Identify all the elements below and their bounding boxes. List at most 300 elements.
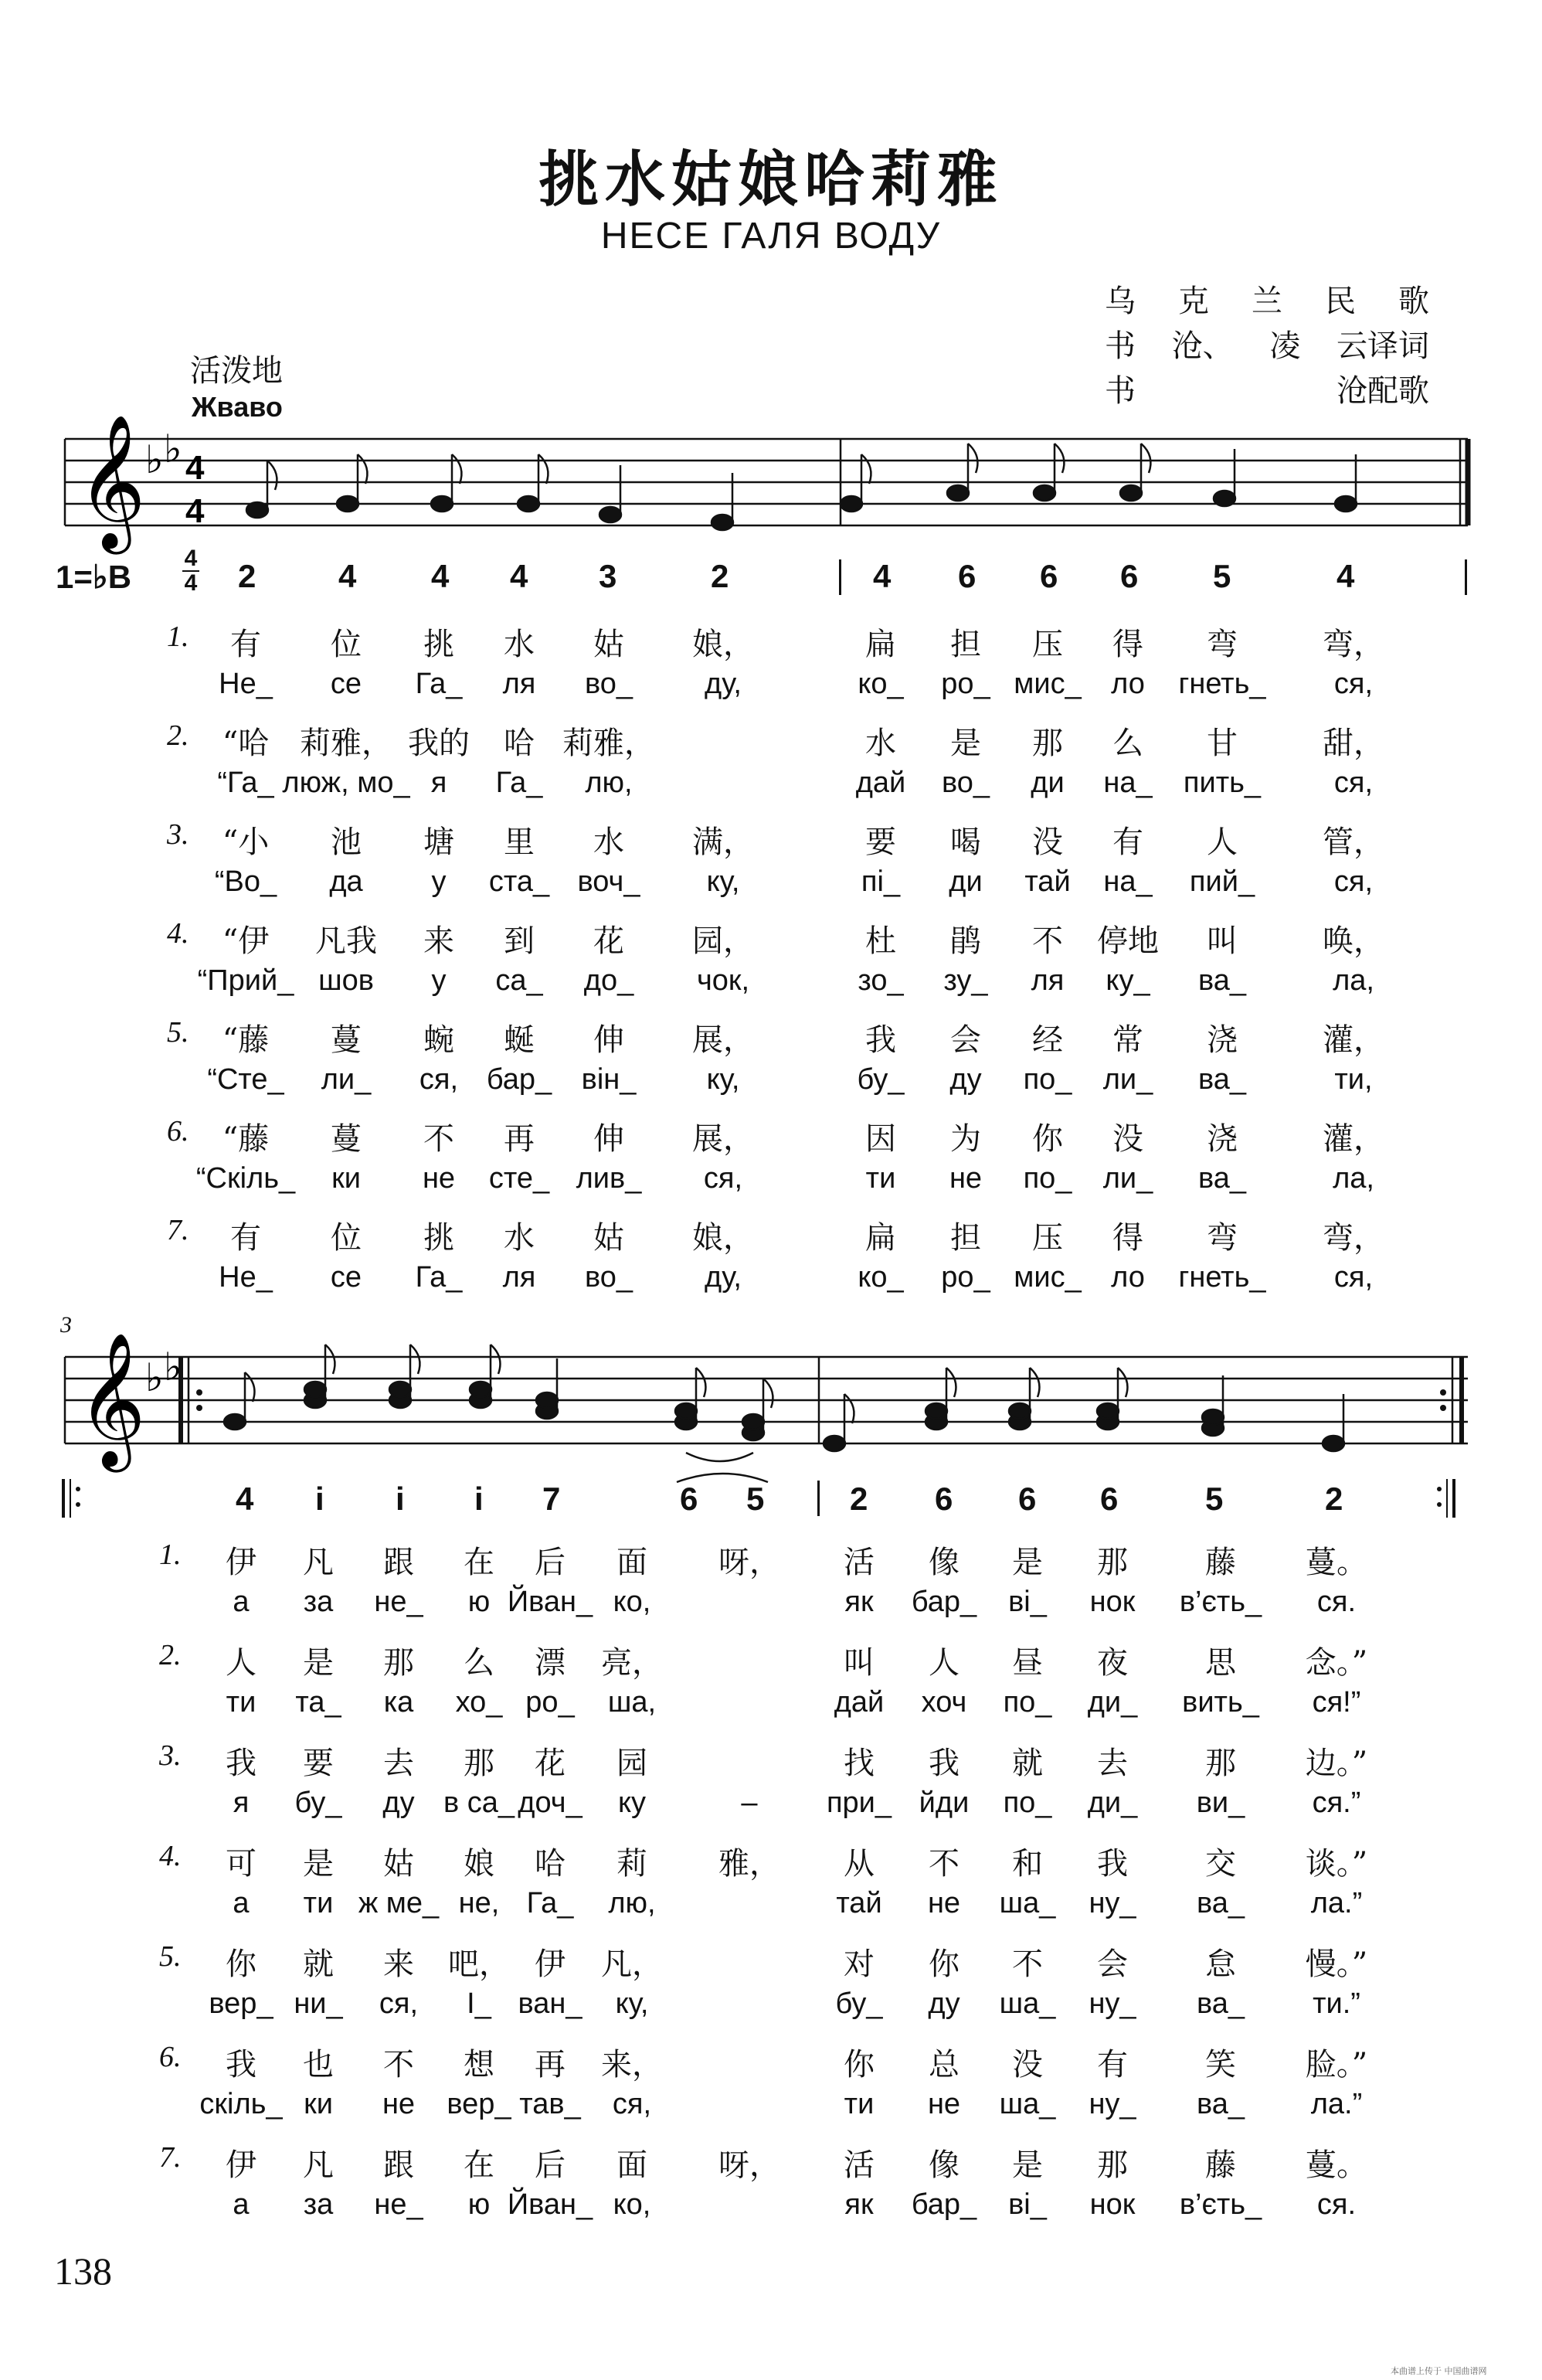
lyric-syllable: ро_ [941,668,990,700]
lyric-syllable: ся, [1333,865,1374,898]
notes-measure-4 [824,1368,1344,1451]
song-title-russian: НЕСЕ ГАЛЯ ВОДУ [600,216,942,257]
lyric-syllable: хо_ [455,1686,503,1719]
lyric-syllable: йди [919,1787,970,1819]
lyric-syllable: хоч [921,1686,967,1719]
lyric-syllable: ти [226,1686,256,1719]
treble-clef-icon: 𝄞 [77,414,146,549]
lyric-syllable: не [382,2088,416,2120]
lyric-line-cn [0,1638,1542,1681]
jianpu-note: 6 [1100,1481,1119,1517]
lyric-syllable: 去 [383,1746,414,1781]
credit-char: 书 [1105,328,1136,364]
lyric-syllable: 不 [423,1121,454,1157]
lyric-syllable: 你 [1032,1121,1063,1157]
credit-char: 凌 [1269,328,1301,364]
lyric-syllable: 你 [226,1946,256,1982]
lyric-syllable: бу_ [294,1787,342,1819]
lyric-syllable: лю, [585,767,633,799]
flat-icon: ♭ [145,437,164,482]
lyric-syllable: “伊 [222,923,270,959]
lyric-syllable: а [233,2188,250,2221]
lyric-syllable: 喝 [950,824,981,860]
repeat-start-barline [62,1479,65,1518]
lyric-syllable: 有 [1097,2047,1128,2082]
lyric-syllable: 挑 [423,627,454,662]
verse-number: 3. [167,818,189,851]
lyric-syllable: 那 [464,1746,494,1781]
lyric-syllable: ля [502,668,536,700]
lyric-syllable: ди [949,865,983,898]
lyric-syllable: мис_ [1014,668,1082,700]
lyric-syllable: бар_ [911,1586,977,1618]
lyric-syllable: Не_ [219,1261,273,1294]
lyric-line-cn [0,1114,1542,1158]
lyric-syllable: 再 [535,2047,566,2082]
lyric-syllable: 那 [1097,1545,1128,1580]
lyric-syllable: 塘 [423,824,454,860]
lyric-syllable: 鹃 [950,923,981,959]
lyric-syllable: 弯， [1323,1220,1384,1256]
lyric-syllable: 有 [230,1220,261,1256]
credit-char: 云译词 [1336,328,1429,364]
lyric-syllable: ю [467,1586,491,1618]
lyric-syllable: 总 [929,2047,960,2082]
lyric-syllable: 得 [1112,627,1143,662]
lyric-syllable: гнеть_ [1178,668,1266,700]
time-signature-top: 4 [185,449,205,487]
lyric-syllable: ся, [419,1063,459,1096]
lyric-syllable: ва_ [1197,1063,1247,1096]
lyric-syllable: вер_ [447,2088,511,2120]
lyric-syllable: тай [836,1887,882,1919]
lyric-line-cn [0,1940,1542,1983]
barline [1465,559,1467,595]
credit-char: 克 [1178,284,1209,319]
lyric-syllable: 雅， [718,1846,780,1882]
lyric-syllable: ко_ [858,1261,904,1294]
lyric-syllable: 到 [504,923,535,959]
lyric-syllable: 要 [303,1746,334,1781]
lyric-syllable: 姑 [593,627,624,662]
lyric-syllable: в’єть_ [1179,2188,1262,2221]
lyric-syllable: 人 [226,1645,256,1681]
song-title-chinese: 挑水姑娘哈莉雅 [538,144,1004,215]
lyric-line-cn [0,620,1542,663]
lyric-syllable: ду [949,1063,982,1096]
lyric-syllable: 我 [226,2047,256,2082]
lyric-syllable: 会 [1097,1946,1128,1982]
lyric-syllable: по_ [1003,1787,1052,1819]
lyric-syllable: 不 [1012,1946,1043,1982]
lyric-syllable: ку [617,1787,647,1819]
lyric-syllable: 不 [929,1846,960,1882]
lyric-syllable: 压 [1032,1220,1063,1256]
lyric-syllable: ся. [1316,2188,1357,2221]
lyric-syllable: 姑 [593,1220,624,1256]
lyric-line-cn [0,1213,1542,1256]
credit-line-3 [1105,366,1429,411]
lyric-syllable: 蔓。 [1306,1545,1367,1580]
lyric-syllable: в’єть_ [1179,1586,1262,1618]
credit-char: 书 [1105,373,1136,409]
lyric-syllable: ти [865,1162,896,1195]
lyric-syllable: ду [382,1787,415,1819]
jianpu-note: 5 [746,1481,765,1517]
lyric-syllable: 呀， [718,2147,780,2183]
lyric-line-ru [0,1686,1542,1729]
lyric-syllable: 漂 [535,1645,566,1681]
jianpu-note: 4 [1337,558,1355,594]
lyric-syllable: вер_ [209,1987,273,2020]
lyric-syllable: 活 [844,1545,875,1580]
lyric-syllable: 面 [616,2147,647,2183]
lyric-line-ru [0,964,1542,1008]
tempo-marking-russian: Жваво [192,391,283,423]
lyric-syllable: ва_ [1196,1987,1245,2020]
lyric-syllable: 么 [1112,726,1143,761]
jianpu-note: 5 [1205,1481,1224,1517]
lyric-syllable: ван_ [518,1987,582,2020]
lyric-syllable: 要 [865,824,896,860]
lyric-syllable: се [330,1261,362,1294]
lyric-syllable: 浇 [1207,1121,1238,1157]
lyric-syllable: а [233,1586,250,1618]
lyric-syllable: ко, [613,2188,651,2221]
lyric-syllable: 不 [1032,923,1063,959]
lyric-syllable: ко, [613,1586,651,1618]
lyric-syllable: бу_ [857,1063,905,1096]
lyric-syllable: ко_ [858,668,904,700]
lyric-syllable: лив_ [576,1162,642,1195]
lyric-syllable: ся.” [1312,1787,1361,1819]
lyric-syllable: ло [1111,668,1145,700]
lyric-syllable: пить_ [1183,767,1262,799]
lyric-syllable: 那 [1032,726,1063,761]
lyric-syllable: 么 [464,1645,494,1681]
flat-icon: ♭ [164,427,182,471]
lyric-line-cn [0,1739,1542,1782]
credit-line-1 [1105,277,1429,321]
lyric-syllable: 活 [844,2147,875,2183]
lyric-syllable: ві_ [1008,2188,1047,2221]
lyric-syllable: 昼 [1012,1645,1043,1681]
flat-icon: ♭ [164,1345,182,1389]
lyric-syllable: 那 [1097,2147,1128,2183]
lyric-line-ru [0,1787,1542,1830]
lyric-syllable: 我 [226,1746,256,1781]
credit-char: 乌 [1105,284,1136,319]
lyric-syllable: 杜 [865,923,896,959]
lyric-syllable: ти.” [1313,1987,1360,2020]
lyric-syllable: 就 [1012,1746,1043,1781]
time-signature-bottom: 4 [185,492,205,530]
lyric-syllable: ля [1031,964,1065,997]
lyric-syllable: ла.” [1310,2088,1363,2120]
lyric-syllable: 经 [1032,1022,1063,1058]
lyric-syllable: 园 [616,1746,647,1781]
lyric-syllable: 莉雅， [300,726,392,761]
credit-line-2 [1105,321,1429,366]
lyric-syllable: 花 [593,923,624,959]
lyric-syllable: ди_ [1087,1686,1138,1719]
lyric-syllable: не, [458,1887,500,1919]
lyric-syllable: 不 [383,2047,414,2082]
barline [817,1481,820,1516]
lyric-syllable: не [422,1162,456,1195]
lyric-syllable: 像 [929,1545,960,1580]
lyric-syllable: 凡 [303,2147,334,2183]
lyric-syllable: 再 [504,1121,535,1157]
lyric-syllable: 来 [383,1946,414,1982]
lyric-syllable: вить_ [1182,1686,1259,1719]
lyric-syllable: як [844,1586,874,1618]
lyric-syllable: 唤， [1323,923,1384,959]
lyric-syllable: люж, мо_ [282,767,410,799]
lyric-syllable: “小 [222,824,270,860]
lyric-syllable: 对 [844,1946,875,1982]
lyric-line-ru [0,1162,1542,1205]
lyric-syllable: 你 [929,1946,960,1982]
lyric-syllable: ся, [379,1987,419,2020]
verse-number: 6. [167,1115,189,1148]
verse-number: 7. [159,2141,182,2174]
lyric-syllable: у [431,865,447,898]
lyric-syllable: 藤 [1205,1545,1236,1580]
lyric-syllable: ну_ [1089,2088,1136,2120]
lyric-syllable: на_ [1103,865,1153,898]
lyric-syllable: ва_ [1196,2088,1245,2120]
lyric-syllable: 从 [844,1846,875,1882]
lyric-syllable: пі_ [861,865,901,898]
lyric-syllable: Га_ [415,1261,463,1294]
lyric-syllable: ся!” [1312,1686,1361,1719]
key-signature-label: 1=♭B [56,559,132,595]
lyric-syllable: 我 [1097,1846,1128,1882]
lyric-syllable: 花 [535,1746,566,1781]
lyric-syllable: ві_ [1008,1586,1047,1618]
lyric-syllable: “Прий_ [197,964,294,997]
lyric-syllable: 是 [1012,2147,1043,2183]
lyric-syllable: 蔓 [331,1022,362,1058]
measure-number: 3 [60,1312,72,1338]
jianpu-note-high: i [396,1481,405,1517]
jianpu-note: 2 [1325,1481,1343,1517]
lyric-syllable: 念。” [1305,1645,1368,1681]
lyric-syllable: ду, [705,668,742,700]
notes-measure-1 [246,454,733,530]
lyric-syllable: 交 [1205,1846,1236,1882]
jianpu-note: 7 [542,1481,561,1517]
staff-system-1 [0,414,1542,556]
lyric-syllable: 跟 [383,2147,414,2183]
verse-number: 6. [159,2041,182,2073]
lyric-syllable: 会 [950,1022,981,1058]
verse-number: 2. [167,719,189,752]
lyric-syllable: 是 [303,1645,334,1681]
lyric-syllable: 甜， [1323,726,1384,761]
lyric-syllable: 可 [226,1846,256,1882]
lyric-syllable: доч_ [518,1787,582,1819]
lyric-line-cn [0,818,1542,861]
lyric-line-ru [0,865,1542,909]
lyric-syllable: “Га_ [217,767,274,799]
jianpu-note-high: i [474,1481,484,1517]
lyric-syllable: 脸。” [1305,2047,1368,2082]
lyric-syllable: 哈 [535,1846,566,1882]
lyric-syllable: 压 [1032,627,1063,662]
lyric-syllable: 弯 [1207,627,1238,662]
lyric-syllable: не [927,1887,961,1919]
jianpu-note: 4 [338,558,357,594]
footer-watermark: 本曲谱上传于 中国曲谱网 [1391,2366,1487,2376]
lyric-syllable: по_ [1003,1686,1052,1719]
lyric-syllable: я [233,1787,250,1819]
lyric-syllable: 弯， [1323,627,1384,662]
lyric-syllable: ля [502,1261,536,1294]
lyric-syllable: чок, [696,964,750,997]
lyric-syllable: ва_ [1197,964,1247,997]
verse-number: 5. [167,1016,189,1049]
credit-char: 兰 [1252,284,1282,319]
lyric-syllable: 伊 [226,2147,256,2183]
lyric-syllable: за [303,2188,334,2221]
lyric-syllable: 叫 [844,1645,875,1681]
lyric-syllable: та_ [295,1686,341,1719]
lyric-syllable: 蜒 [504,1022,535,1058]
lyric-syllable: “哈 [222,726,270,761]
lyric-syllable: в са_ [443,1787,515,1819]
verse-number: 4. [159,1840,182,1872]
lyric-syllable: 管， [1323,824,1384,860]
page-number: 138 [54,2249,112,2293]
lyric-syllable: 没 [1112,1121,1143,1157]
lyric-syllable: 没 [1032,824,1063,860]
jianpu-note: 2 [238,558,256,594]
lyric-syllable: 怠 [1205,1946,1236,1982]
lyric-syllable: ша_ [999,1887,1056,1919]
lyric-syllable: 笑 [1205,2047,1236,2082]
lyric-syllable: 伸 [593,1022,624,1058]
jianpu-note-high: i [315,1481,324,1517]
lyric-syllable: ся. [1316,1586,1357,1618]
credit-char: 沧配歌 [1337,373,1429,409]
lyric-syllable: 在 [464,1545,494,1580]
lyric-syllable: ку, [615,1987,649,2020]
lyric-syllable: бар_ [911,2188,977,2221]
lyric-syllable: 莉 [616,1846,647,1882]
lyric-syllable: ва_ [1197,1162,1247,1195]
lyric-syllable: ла, [1333,964,1374,997]
lyric-syllable: ки [331,1162,361,1195]
lyric-syllable: ди [1031,767,1065,799]
lyric-line-cn [0,719,1542,762]
jianpu-note: 2 [850,1481,868,1517]
lyric-syllable: 也 [303,2047,334,2082]
lyric-syllable: 和 [1012,1846,1043,1882]
tempo-marking-chinese: 活泼地 [190,353,283,389]
lyric-syllable: 里 [504,824,535,860]
lyric-syllable: 扁 [865,1220,896,1256]
lyric-syllable: 灌， [1323,1022,1384,1058]
lyric-syllable: ти [303,1887,334,1919]
verse-number: 3. [159,1739,182,1772]
lyric-syllable: сте_ [488,1162,550,1195]
lyric-syllable: 就 [303,1946,334,1982]
lyric-syllable: 浇 [1207,1022,1238,1058]
barline [839,559,841,595]
lyric-syllable: 为 [950,1121,981,1157]
lyric-syllable: 池 [331,824,362,860]
lyric-syllable: 找 [844,1746,875,1781]
lyric-syllable: 没 [1012,2047,1043,2082]
lyric-syllable: 扁 [865,627,896,662]
jianpu-note: 4 [431,558,450,594]
lyric-syllable: 人 [929,1645,960,1681]
lyric-syllable: 我 [865,1022,896,1058]
lyric-line-cn [0,1015,1542,1059]
jianpu-note: 6 [1040,558,1058,594]
flat-icon: ♭ [145,1355,164,1400]
lyric-syllable: ро_ [525,1686,575,1719]
lyric-syllable: “Сте_ [207,1063,284,1096]
lyric-syllable: 灌， [1323,1121,1384,1157]
slur-icon [672,1467,773,1485]
lyric-syllable: 娘， [692,627,754,662]
lyric-syllable: Га_ [526,1887,574,1919]
lyric-syllable: 是 [303,1846,334,1882]
lyric-syllable: ся, [703,1162,743,1195]
jianpu-note: 6 [1120,558,1139,594]
lyric-syllable: ли_ [321,1063,372,1096]
lyric-syllable: 来， [601,2047,663,2082]
lyric-syllable: 那 [383,1645,414,1681]
lyric-syllable: 慢。” [1305,1946,1368,1982]
lyric-syllable: бар_ [486,1063,552,1096]
lyric-syllable: як [844,2188,874,2221]
lyric-syllable: ки [304,2088,333,2120]
lyric-syllable: він_ [581,1063,637,1096]
lyric-syllable: дай [834,1686,885,1719]
jianpu-note: 6 [958,558,976,594]
lyric-syllable: по_ [1023,1162,1072,1195]
lyric-syllable: 有 [1112,824,1143,860]
jianpu-note: 6 [1018,1481,1037,1517]
notes-measure-2 [841,444,1357,512]
lyric-syllable: ку, [706,1063,740,1096]
lyric-syllable: нок [1089,2188,1136,2221]
lyric-syllable: 担 [950,627,981,662]
lyric-syllable: Йван_ [507,2188,593,2221]
treble-clef-icon: 𝄞 [77,1332,146,1467]
lyric-syllable: 有 [230,627,261,662]
lyric-syllable: бу_ [835,1987,883,2020]
jianpu-note: 2 [711,558,729,594]
lyric-syllable: а [233,1887,250,1919]
lyric-syllable: ся, [612,2088,652,2120]
lyric-syllable: “Во_ [214,865,277,898]
lyric-line-ru [0,1063,1542,1107]
lyric-syllable: 蜿 [423,1022,454,1058]
lyric-syllable: 展， [692,1121,754,1157]
lyric-syllable: ли_ [1102,1162,1153,1195]
jianpu-note: 4 [510,558,528,594]
repeat-end-barline [1452,1479,1455,1518]
lyric-syllable: зу_ [943,964,988,997]
jianpu-note: 3 [599,558,617,594]
lyric-syllable: са_ [495,964,543,997]
lyric-syllable: 因 [865,1121,896,1157]
